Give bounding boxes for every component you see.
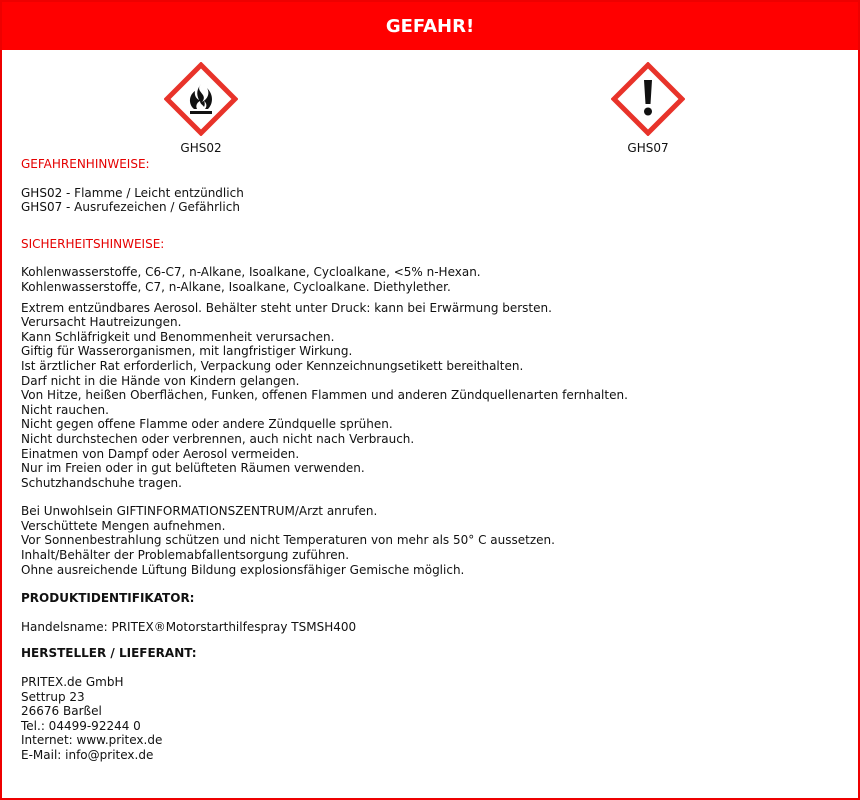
label-content [21, 157, 841, 763]
safety-line: Ist ärztlicher Rat erforderlich, Verpackung oder Kennzeichnungsetikett bereithalten. [21, 358, 524, 373]
safety-line: Verursacht Hautreizungen. [21, 315, 182, 330]
exclamation-icon [611, 62, 685, 136]
manufacturer-title: HERSTELLER / LIEFERANT: [21, 646, 197, 661]
additional-line: Bei Unwohlsein GIFTINFORMATIONSZENTRUM/Arzt anrufen. [21, 504, 378, 519]
safety-line: Von Hitze, heißen Oberflächen, Funken, offenen Flammen und anderen Zündquellenarten fernhalten. [21, 388, 628, 403]
hazard-statements-title: GEFAHRENHINWEISE: [21, 157, 150, 171]
hazard-line: GHS07 - Ausrufezeichen / Gefährlich [21, 200, 240, 215]
manufacturer-line: Settrup 23 [21, 689, 85, 704]
signal-word: GEFAHR! [385, 15, 475, 37]
product-identifier-title: PRODUKTIDENTIFIKATOR: [21, 591, 195, 606]
manufacturer-line: E-Mail: info@pritex.de [21, 748, 154, 762]
pictogram-code-ghs02: GHS02 [180, 141, 222, 155]
product-tradename: Handelsname: PRITEX®Motorstarthilfespray TSMSH400 [21, 619, 357, 634]
pictogram-ghs02 [151, 62, 251, 155]
composition-line: Kohlenwasserstoffe, C7, n-Alkane, Isoalkane, Cycloalkane. Diethylether. [21, 279, 451, 294]
safety-statements-title: SICHERHEITSHINWEISE: [21, 236, 165, 251]
safety-line: Giftig für Wasserorganismen, mit langfristiger Wirkung. [21, 344, 353, 359]
manufacturer-line: PRITEX.de GmbH [21, 675, 124, 690]
safety-line: Kann Schläfrigkeit und Benommenheit verursachen. [21, 329, 335, 344]
additional-line: Inhalt/Behälter der Problemabfallentsorgung zuführen. [21, 548, 350, 563]
safety-line: Nur im Freien oder in gut belüfteten Räumen verwenden. [21, 461, 365, 476]
manufacturer-line: 26676 Barßel [21, 704, 102, 719]
additional-statements [21, 504, 841, 577]
composition-block [21, 265, 841, 294]
safety-line: Darf nicht in die Hände von Kindern gelangen. [21, 373, 300, 388]
safety-line: Nicht gegen offene Flamme oder andere Zündquelle sprühen. [21, 417, 393, 432]
safety-line: Nicht durchstechen oder verbrennen, auch nicht nach Verbrauch. [21, 431, 415, 446]
additional-line: Verschüttete Mengen aufnehmen. [21, 518, 226, 533]
safety-statements [21, 301, 841, 491]
safety-line: Extrem entzündbares Aerosol. Behälter steht unter Druck: kann bei Erwärmung bersten. [21, 300, 552, 315]
hazard-line: GHS02 - Flamme / Leicht entzündlich [21, 185, 244, 200]
additional-line: Ohne ausreichende Lüftung Bildung explosionsfähiger Gemische möglich. [21, 562, 465, 577]
flame-icon [164, 62, 238, 136]
hazard-statements [21, 186, 841, 215]
manufacturer-line: Internet: www.pritex.de [21, 733, 163, 748]
safety-line: Einatmen von Dampf oder Aerosol vermeiden. [21, 446, 300, 461]
manufacturer-address [21, 675, 841, 763]
additional-line: Vor Sonnenbestrahlung schützen und nicht Temperaturen von mehr als 50° C aussetzen. [21, 533, 555, 548]
pictogram-code-ghs07: GHS07 [627, 141, 669, 155]
manufacturer-line: Tel.: 04499-92244 0 [21, 718, 141, 733]
safety-line: Nicht rauchen. [21, 402, 109, 417]
safety-line: Schutzhandschuhe tragen. [21, 475, 182, 490]
composition-line: Kohlenwasserstoffe, C6-C7, n-Alkane, Isoalkane, Cycloalkane, <5% n-Hexan. [21, 265, 481, 280]
pictogram-ghs07 [598, 62, 698, 155]
danger-header [2, 2, 858, 50]
